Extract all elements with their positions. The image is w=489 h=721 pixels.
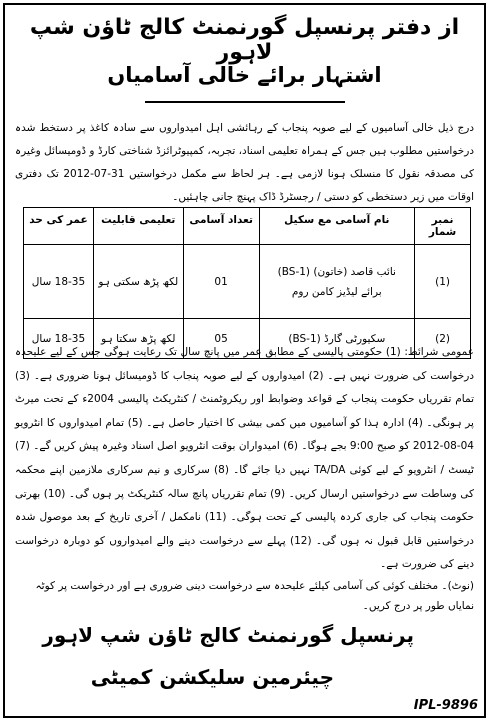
- header-age: عمر کی حد: [24, 208, 94, 245]
- ipl-number: IPL-9896: [413, 698, 478, 713]
- row-count: 01: [183, 245, 259, 319]
- title-underline: [145, 101, 345, 103]
- header-count: تعداد آسامی: [183, 208, 259, 245]
- post-title: نائب قاصد (خاتون) (BS-1): [277, 265, 396, 278]
- vacancies-table: [23, 207, 471, 359]
- row-serial: (2): [415, 319, 471, 359]
- advertisement-title: اشتہار برائے خالی آسامیاں: [107, 63, 382, 87]
- intro-paragraph: درج ذیل خالی آسامیوں کے لیے صوبہ پنجاب کے رہائشی اہل امیدواروں سے سادہ کاغذ پر دستخط شدہ درخواستیں مطلوب ہیں جس کے ہمراہ تعلیمی اسناد، تجربہ، کمپیوٹرائزڈ شناختی کارڈ و ڈومیسائل وغیرہ کی مصدقہ نقول کا منسلک ہونا لازمی ہے۔ ہر لحاظ سے مکمل درخواستیں 31-07-2012 تک دفتری اوقات میں زیر دستخطی کو دستی / رجسٹرڈ ڈاک پہنچ جانی چاہئیں۔: [15, 122, 474, 203]
- header-serial: نمبر شمار: [415, 208, 471, 245]
- table-row: [24, 245, 471, 319]
- header-post: نام آسامی مع سکیل: [259, 208, 415, 245]
- signature-principal: پرنسپل گورنمنٹ کالج ٹاؤن شپ لاہور: [42, 623, 414, 647]
- table-header-row: [24, 208, 471, 245]
- general-terms: عمومی شرائط: (1) حکومتی پالیسی کے مطابق عمر میں پانچ سال تک رعایت ہوگی جس کے لیے علیحدہ درخواست کی ضرورت نہیں ہے۔ (2) امیدواروں کے لیے صوبہ پنجاب کا ڈومیسائل ہونا ضروری ہے۔ (3) تمام تقرریاں حکومت پنجاب کے قواعد وضوابط اور ریکروٹمنٹ / کنٹریکٹ پالیسی 2004ء کے تحت میرٹ پر ہونگی۔ (4) ادارہ ہذا کو آسامیوں میں کمی بیشی کا اختیار حاصل ہے۔ (5) تمام امیدواروں کا انٹرویو 04-08-2012 کو صبح 9:00 بجے ہوگا۔ (6) امیدواران بوقت انٹرویو اصل اسناد وغیرہ پیش کریں گے۔ (7) ٹیسٹ / انٹرویو کے لیے کوئی TA/DA نہیں دیا جائے گا۔ (8) سرکاری و نیم سرکاری ملازمین اپنے محکمہ کی وساطت سے درخواستیں ارسال کریں۔ (9) تمام تقرریاں پانچ سالہ کنٹریکٹ پر ہوں گی۔ (10) بھرتی حکومت پنجاب کی جاری کردہ پالیسی کے تحت ہوگی۔ (11) نامکمل / آخری تاریخ کے بعد موصول شدہ درخواستیں قابل قبول نہ ہوں گی۔ (12) پہلے سے درخواست دینے والے امیدواروں کو دوبارہ درخواست دینے کی ضرورت ہے۔: [15, 346, 475, 571]
- office-header: از دفتر پرنسپل گورنمنٹ کالج ٹاؤن شپ لاہور: [29, 15, 460, 65]
- signature-chairman: چیئرمین سلیکشن کمیٹی: [90, 665, 334, 689]
- row-age: 18-35 سال: [24, 319, 94, 359]
- row-count: 05: [183, 319, 259, 359]
- advertisement-page: [3, 3, 486, 718]
- row-post: [259, 245, 415, 319]
- row-education: لکھ پڑھ سکتا ہو: [93, 319, 183, 359]
- post-extra: برائے لیڈیز کامن روم: [291, 285, 382, 298]
- post-title: سکیورٹی گارڈ (BS-1): [288, 332, 386, 345]
- header-education: تعلیمی قابلیت: [93, 208, 183, 245]
- row-serial: (1): [415, 245, 471, 319]
- row-age: 18-35 سال: [24, 245, 94, 319]
- row-education: لکھ پڑھ سکتی ہو: [93, 245, 183, 319]
- note-text: (نوٹ)۔ مختلف کوئی کی آسامی کیلئے علیحدہ سے درخواست دینی ضروری ہے اور درخواست پر کوٹہ نمایاں طور پر درج کریں۔: [35, 580, 474, 612]
